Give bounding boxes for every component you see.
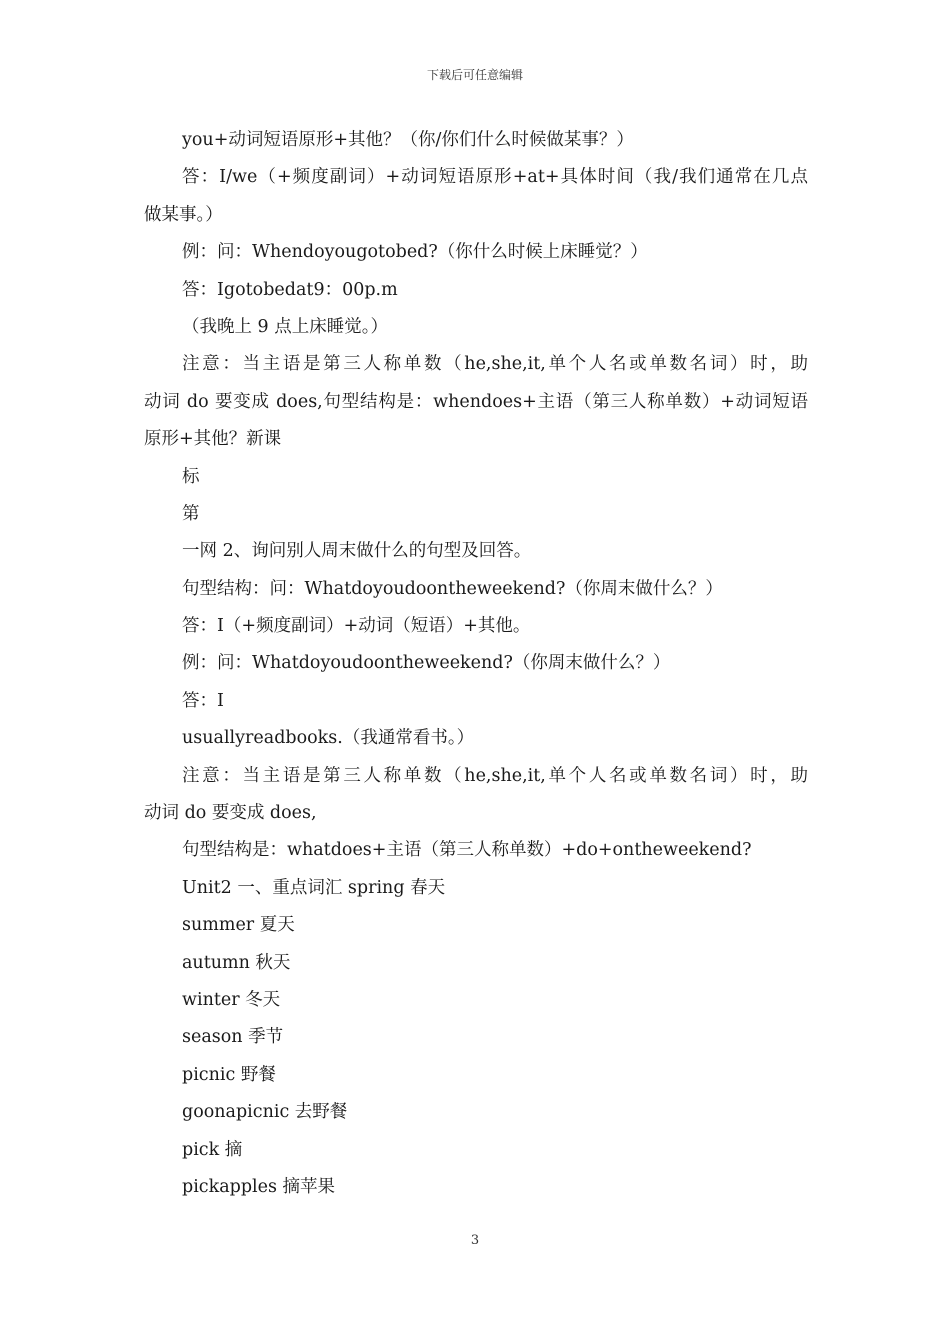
text-line: 原形+其他？新课 [144,429,282,450]
text-line: 答：I/we（+频度副词）+动词短语原形+at+具体时间（我/我们通常在几点 [182,167,808,188]
page-header: 下载后可任意编辑 [426,68,523,82]
text-line: 第 [182,503,200,524]
text-line: you+动词短语原形+其他？（你/你们什么时候做某事？） [182,130,634,150]
text-line: 答：Igotobedat9：00p.m [182,279,398,300]
text-line: 动词 do 要变成 does, [144,803,317,824]
text-line: winter 冬天 [182,989,281,1010]
text-line: 例：问：Whendoyougotobed?（你什么时候上床睡觉？） [182,242,648,263]
text-line: Unit2 一、重点词汇 spring 春天 [182,877,446,898]
text-line: 动词 do 要变成 does,句型结构是：whendoes+主语（第三人称单数）+动词短语 [144,391,808,412]
text-line: 答：I [182,690,224,711]
text-line: 句型结构：问：Whatdoyoudoontheweekend?（你周末做什么？） [182,578,723,599]
text-line: 注意：当主语是第三人称单数（he,she,it,单个人名或单数名词）时，助 [182,354,808,375]
text-line: 做某事。） [144,204,223,225]
text-line: goonapicnic 去野餐 [182,1102,348,1123]
text-line: picnic 野餐 [182,1064,276,1085]
page-number: 3 [470,1233,480,1248]
text-line: pickapples 摘苹果 [182,1176,336,1197]
text-line: 注意：当主语是第三人称单数（he,she,it,单个人名或单数名词）时，助 [182,765,808,786]
text-line: （我晚上 9 点上床睡觉。） [182,316,389,337]
text-line: 答：I（+频度副词）+动词（短语）+其他。 [182,616,531,637]
text-line: 一网 2、询问别人周末做什么的句型及回答。 [182,541,532,562]
text-line: pick 摘 [182,1139,243,1160]
text-line: 句型结构是：whatdoes+主语（第三人称单数）+do+ontheweekend? [182,840,752,861]
text-line: 标 [182,466,200,487]
text-line: summer 夏天 [182,915,295,936]
document-body [144,122,808,1206]
text-line: 例：问：Whatdoyoudoontheweekend?（你周末做什么？） [182,653,671,674]
text-line: autumn 秋天 [182,952,291,973]
text-line: usuallyreadbooks.（我通常看书。） [182,728,475,749]
text-line: season 季节 [182,1027,284,1048]
